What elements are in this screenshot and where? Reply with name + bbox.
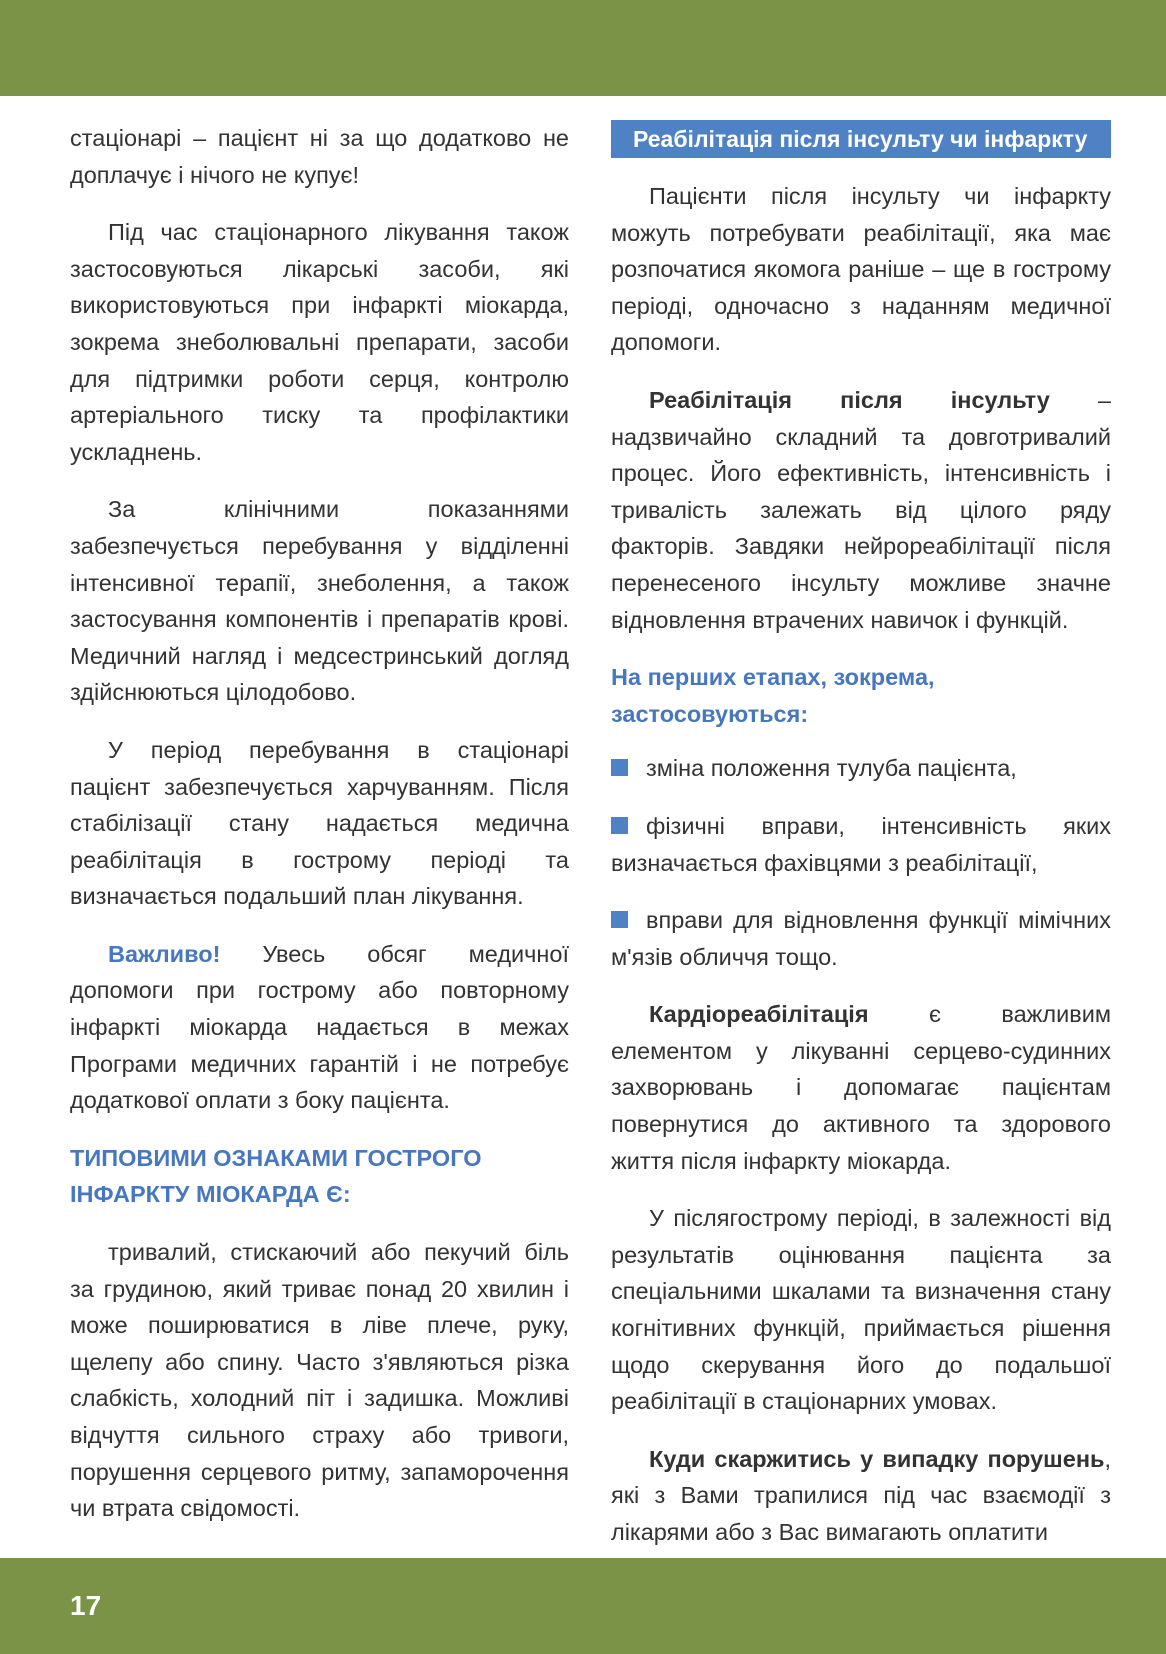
paragraph-symptoms: тривалий, стискаючий або пекучий біль за грудиною, який триває понад 20 хвилин і може поширюватися в ліве плече, руку, щелепу або спину. Часто з'являються різка слабкість, холодний піт і задишка. Можливі відчуття сильного страху або тривоги, порушення серцевого ритму, запаморочення чи втрата свідомості.	[70, 1239, 569, 1522]
list-item: фізичні вправи, інтенсивність яких визначається фахівцями з реабілітації,	[611, 812, 1111, 876]
list-item: вправи для відновлення функції мімічних м'язів обличчя тощо.	[611, 907, 1111, 970]
square-bullet-icon	[611, 759, 628, 776]
important-text: Увесь обсяг медичної допомоги при гострому або повторному інфаркті міокарда надається в межах Програми медичних гарантій і не потребує додаткової оплати з боку пацієнта.	[70, 940, 569, 1114]
right-column	[611, 120, 1111, 1572]
important-label: Важливо!	[108, 940, 221, 967]
left-column	[70, 120, 569, 1548]
paragraph-stroke-rehab	[611, 382, 1111, 638]
paragraph-rehab-intro: Пацієнти після інсульту чи інфаркту можуть потребувати реабілітації, яка має розпочатися якомога раніше – ще в гострому періоді, одночасно з наданням медичної допомоги.	[611, 183, 1111, 356]
paragraph-post-acute: У післягострому періоді, в залежності від результатів оцінювання пацієнта за спеціальними шкалами та визначення стану когнітивних функцій, приймається рішення щодо скерування його до подальшої реабілітації в стаціонарних умовах.	[611, 1205, 1111, 1415]
top-green-band	[0, 0, 1166, 96]
page-number: 17	[70, 1590, 102, 1621]
list-item: зміна положення тулуба пацієнта,	[611, 750, 1111, 787]
stroke-rehab-label: Реабілітація після інсульту	[649, 386, 1050, 413]
cardio-rehab-label: Кардіореабілітація	[649, 1001, 869, 1028]
paragraph-medications: Під час стаціонарного лікування також застосовуються лікарські засоби, які використовуються при інфаркті міокарда, зокрема знеболювальні препарати, засоби для підтримки роботи серця, контролю артеріального тиску та профілактики ускладнень.	[70, 219, 569, 465]
square-bullet-icon	[611, 817, 628, 834]
paragraph-important	[70, 936, 569, 1119]
square-bullet-icon	[611, 911, 628, 928]
cardio-rehab-text: є важливим елементом у лікуванні серцево-судинних захворювань і допомагає пацієнтам повернутися до активного та здорового життя після інфаркту міокарда.	[611, 1001, 1111, 1174]
paragraph-complaints	[611, 1441, 1111, 1551]
stroke-rehab-text: – надзвичайно складний та довготривалий процес. Його ефективність, інтенсивність і тривалість залежать від цілого ряду факторів. Завдяки нейрореабілітації після перенесеного інсульту можливе значне відновлення втрачених навичок і функцій.	[611, 386, 1111, 633]
subheading-first-stages: На перших етапах, зокрема, застосовуються:	[611, 664, 935, 727]
paragraph-cardio-rehab	[611, 996, 1111, 1179]
paragraph-nutrition: У період перебування в стаціонарі пацієнт забезпечується харчуванням. Після стабілізації стану надається медична реабілітація в гострому періоді та визначається подальший план лікування.	[70, 736, 569, 910]
paragraph-stationary-continued: стаціонарі – пацієнт ні за що додатково не доплачує і нічого не купує!	[70, 125, 569, 188]
heading-symptoms: ТИПОВИМИ ОЗНАКАМИ ГОСТРОГО ІНФАРКТУ МІОКАРДА Є:	[70, 1144, 482, 1208]
complaints-text: , які з Вами трапилися під час взаємодії з лікарями або з Вас вимагають оплатити	[611, 1445, 1111, 1545]
section-title-rehabilitation: Реабілітація після інсульту чи інфаркту	[611, 120, 1111, 158]
paragraph-intensive-care: За клінічними показаннями забезпечується перебування у відділенні інтенсивної терапії, знеболення, а також застосування компонентів і препаратів крові. Медичний нагляд і медсестринський догляд здійснюються цілодобово.	[70, 496, 569, 706]
bottom-green-band	[0, 1558, 1166, 1654]
complaints-label: Куди скаржитись у випадку порушень	[649, 1445, 1105, 1472]
